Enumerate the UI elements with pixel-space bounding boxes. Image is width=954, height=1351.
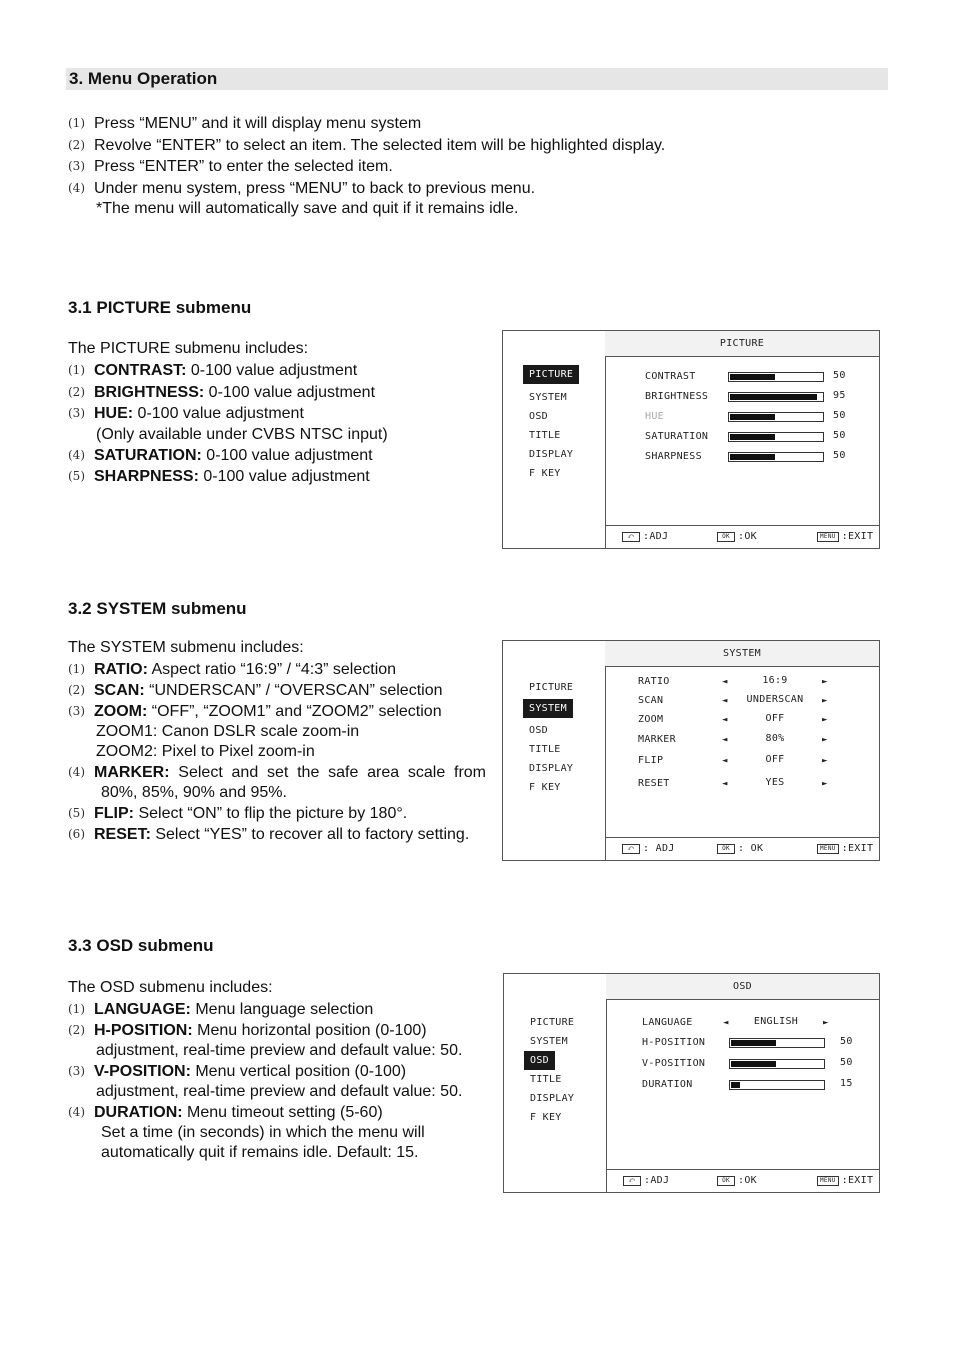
sidebar-item-title[interactable]: TITLE [529,744,561,755]
adj-hint: ⤺ :ADJ [622,531,668,542]
menu-titlebar [605,641,879,667]
sharpness-slider[interactable] [728,452,824,462]
ok-key-icon: OK [717,1176,735,1186]
osd-lead: The OSD submenu includes: [68,979,273,996]
sidebar-item-title[interactable]: TITLE [529,430,561,441]
scan-label: SCAN [638,695,664,706]
list-item: (4) DURATION: Menu timeout setting (5-60) [68,1104,383,1121]
menu-footer [605,525,879,548]
menu-key-icon: MENU [817,844,839,854]
knob-icon: ⤺ [623,1176,641,1186]
ok-hint: OK :OK [717,531,757,542]
contrast-label: CONTRAST [645,371,696,382]
osd-menu-panel [503,973,880,1193]
marker-note: 80%, 85%, 90% and 95%. [101,784,287,801]
left-arrow-icon[interactable]: ◄ [723,1018,729,1028]
sidebar-item-fkey[interactable]: F KEY [529,782,561,793]
osd-heading: 3.3 OSD submenu [68,936,214,955]
section-title: 3. Menu Operation [69,69,218,88]
sidebar-item-system[interactable]: SYSTEM [523,699,573,718]
zoom-label: ZOOM [638,714,664,725]
divider [605,641,606,860]
duration-slider[interactable] [729,1080,825,1090]
list-item: (6) RESET: Select “YES” to recover all to factory setting. [68,826,470,843]
sidebar-item-osd[interactable]: OSD [529,725,548,736]
sidebar-item-system[interactable]: SYSTEM [530,1036,568,1047]
list-item: (2) SCAN: “UNDERSCAN” / “OVERSCAN” selection [68,682,443,699]
sidebar-item-title[interactable]: TITLE [530,1074,562,1085]
sidebar-item-picture[interactable]: PICTURE [530,1017,575,1028]
right-arrow-icon[interactable]: ► [822,677,828,687]
list-item: (3) HUE: 0-100 value adjustment [68,405,304,422]
list-item: (3) V-POSITION: Menu vertical position (0-100) [68,1063,407,1080]
sidebar-item-fkey[interactable]: F KEY [529,468,561,479]
sidebar-item-display[interactable]: DISPLAY [529,449,574,460]
saturation-value: 50 [833,430,846,441]
idle-note: *The menu will automatically save and quit if it remains idle. [96,200,519,217]
sidebar-item-osd[interactable]: OSD [524,1051,555,1070]
adj-hint: ⤺ : ADJ [622,843,675,854]
exit-hint: MENU :EXIT [817,1175,873,1186]
list-item: (1) Press “MENU” and it will display menu system [68,115,422,132]
saturation-slider[interactable] [728,432,824,442]
sidebar-item-osd[interactable]: OSD [529,411,548,422]
zoom1-note: ZOOM1: Canon DSLR scale zoom-in [96,723,360,740]
left-arrow-icon[interactable]: ◄ [722,756,728,766]
hpos-note: adjustment, real-time preview and default value: 50. [96,1042,463,1059]
sidebar-item-display[interactable]: DISPLAY [530,1093,575,1104]
menu-title: PICTURE [719,338,765,349]
sidebar-item-system[interactable]: SYSTEM [529,392,567,403]
left-arrow-icon[interactable]: ◄ [722,715,728,725]
flip-label: FLIP [638,755,664,766]
list-item: (3) ZOOM: “OFF”, “ZOOM1” and “ZOOM2” selection [68,703,442,720]
hue-slider[interactable] [728,412,824,422]
sidebar-item-fkey[interactable]: F KEY [530,1112,562,1123]
right-arrow-icon[interactable]: ► [822,779,828,789]
list-item: (2) Revolve “ENTER” to select an item. The selected item will be highlighted display. [68,136,666,154]
saturation-label: SATURATION [645,431,709,442]
sharpness-label: SHARPNESS [645,451,702,462]
sidebar-item-display[interactable]: DISPLAY [529,763,574,774]
right-arrow-icon[interactable]: ► [822,696,828,706]
menu-footer [606,1169,879,1192]
picture-list [68,360,388,488]
steps-list [68,113,665,219]
menu-title: SYSTEM [723,648,761,659]
list-item: (4) SATURATION: 0-100 value adjustment [68,446,373,464]
brightness-label: BRIGHTNESS [645,391,709,402]
hposition-slider[interactable] [729,1038,825,1048]
knob-icon: ⤺ [622,844,640,854]
list-item: (1) CONTRAST: 0-100 value adjustment [68,362,358,379]
picture-heading: 3.1 PICTURE submenu [68,298,252,317]
left-arrow-icon[interactable]: ◄ [722,735,728,745]
ratio-label: RATIO [638,676,670,687]
system-heading: 3.2 SYSTEM submenu [68,599,247,618]
vposition-slider[interactable] [729,1059,825,1069]
language-value: ENGLISH [753,1016,799,1027]
hue-note: (Only available under CVBS NTSC input) [96,425,388,443]
list-item: (1) LANGUAGE: Menu language selection [68,1001,374,1018]
adj-hint: ⤺ :ADJ [623,1175,669,1186]
right-arrow-icon[interactable]: ► [823,1018,829,1028]
contrast-value: 50 [833,370,846,381]
divider [605,331,606,548]
duration-label: DURATION [642,1079,693,1090]
contrast-slider[interactable] [728,372,824,382]
osd-list [68,999,462,1163]
brightness-value: 95 [833,390,846,401]
picture-menu-panel [502,330,880,549]
right-arrow-icon[interactable]: ► [822,715,828,725]
flip-value: OFF [765,754,785,765]
marker-label: MARKER [638,734,676,745]
hposition-label: H-POSITION [642,1037,706,1048]
reset-value: YES [765,777,785,788]
ok-key-icon: OK [717,844,735,854]
left-arrow-icon[interactable]: ◄ [722,696,728,706]
list-item: (4) Under menu system, press “MENU” to back to previous menu. [68,179,536,197]
zoom-value: OFF [765,713,785,724]
ok-hint: OK : OK [717,843,763,854]
right-arrow-icon[interactable]: ► [822,735,828,745]
exit-hint: MENU :EXIT [817,531,873,542]
sharpness-value: 50 [833,450,846,461]
menu-title: OSD [733,981,752,992]
system-lead: The SYSTEM submenu includes: [68,639,304,656]
scan-value: UNDERSCAN [746,694,804,705]
vposition-label: V-POSITION [642,1058,706,1069]
language-label: LANGUAGE [642,1017,693,1028]
list-item: (5) SHARPNESS: 0-100 value adjustment [68,468,370,485]
right-arrow-icon[interactable]: ► [822,756,828,766]
list-item: (2) H-POSITION: Menu horizontal position (0-100) [68,1022,427,1039]
divider [606,974,607,1192]
hue-value: 50 [833,410,846,421]
left-arrow-icon[interactable]: ◄ [722,677,728,687]
hue-label: HUE [645,411,664,422]
sidebar-item-picture[interactable]: PICTURE [523,365,579,384]
vposition-value: 50 [840,1057,853,1068]
knob-icon: ⤺ [622,532,640,542]
list-item: (1) RATIO: Aspect ratio “16:9” / “4:3” selection [68,661,397,678]
menu-titlebar [606,974,879,1000]
reset-label: RESET [638,778,670,789]
vpos-note: adjustment, real-time preview and default value: 50. [96,1083,463,1100]
ok-hint: OK :OK [717,1175,757,1186]
list-item: (3) Press “ENTER” to enter the selected item. [68,158,393,175]
sidebar-item-picture[interactable]: PICTURE [529,682,574,693]
menu-key-icon: MENU [817,1176,839,1186]
duration-value: 15 [840,1078,853,1089]
duration-note-2: automatically quit if remains idle. Default: 15. [101,1144,419,1161]
duration-note-1: Set a time (in seconds) in which the menu will [101,1124,425,1141]
ok-key-icon: OK [717,532,735,542]
menu-footer [605,837,879,860]
system-menu-panel [502,640,880,861]
zoom2-note: ZOOM2: Pixel to Pixel zoom-in [96,743,315,760]
section-banner [66,68,888,90]
list-item: (4) MARKER: Select and set the safe area scale from [68,764,486,781]
menu-titlebar [605,331,879,357]
menu-key-icon: MENU [817,532,839,542]
marker-value: 80% [765,733,785,744]
list-item: (5) FLIP: Select “ON” to flip the picture by 180°. [68,805,408,822]
brightness-slider[interactable] [728,392,824,402]
list-item: (2) BRIGHTNESS: 0-100 value adjustment [68,383,376,401]
system-list [68,659,486,845]
left-arrow-icon[interactable]: ◄ [722,779,728,789]
hposition-value: 50 [840,1036,853,1047]
exit-hint: MENU :EXIT [817,843,873,854]
picture-lead: The PICTURE submenu includes: [68,340,309,357]
ratio-value: 16:9 [762,675,788,686]
